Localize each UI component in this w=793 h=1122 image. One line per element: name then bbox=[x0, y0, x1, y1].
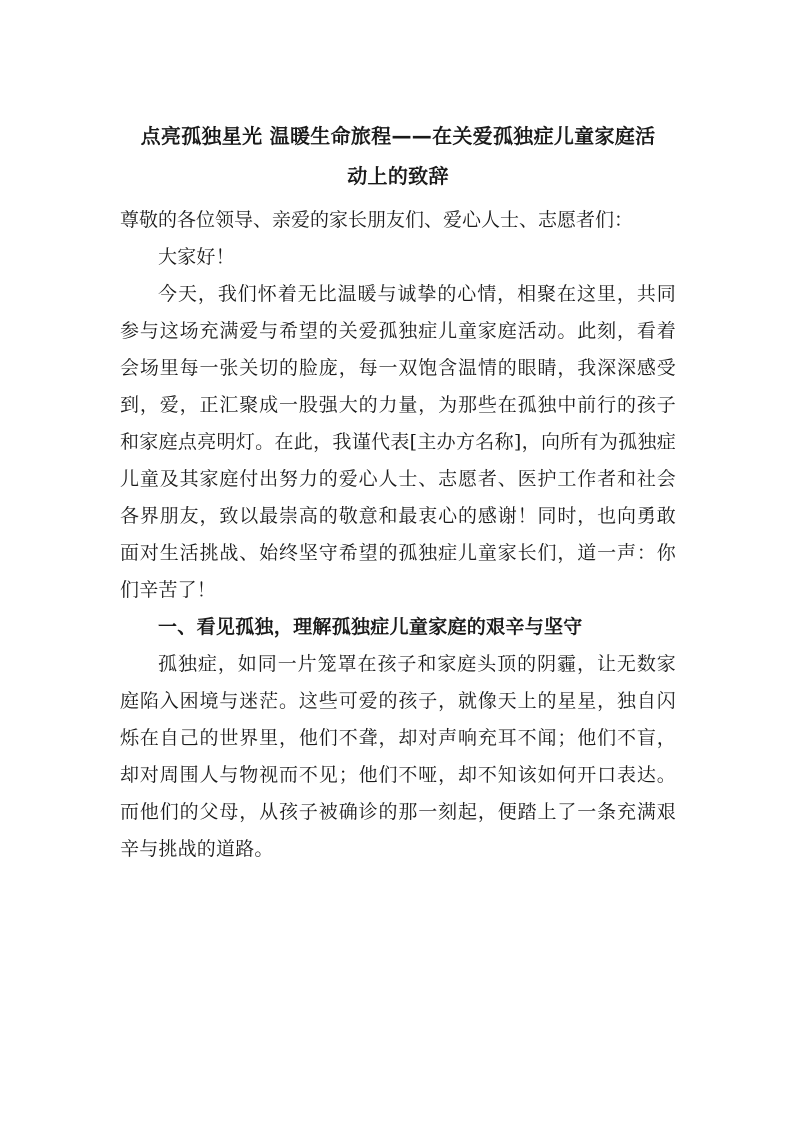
title-line-1: 点亮孤独星光 温暖生命旅程——在关爱孤独症儿童家庭活 bbox=[140, 124, 656, 148]
salutation: 尊敬的各位领导、亲爱的家长朋友们、爱心人士、志愿者们： bbox=[120, 209, 634, 231]
section-1-heading: 一、看见孤独，理解孤独症儿童家庭的艰辛与坚守 bbox=[158, 616, 583, 638]
section-1-paragraph: 孤独症，如同一片笼罩在孩子和家庭头顶的阴霾，让无数家庭陷入困境与迷茫。这些可爱的孩子，就像天上的星星，独自闪烁在自己的世界里，他们不聋，却对声响充耳不闻；他们不盲，却对周围人与物视而不见；他们不哑，却不知该如何开口表达。而他们的父母，从孩子被确诊的那一刻起，便踏上了一条充满艰辛与挑战的道路。 bbox=[120, 653, 676, 860]
opening-paragraph: 今天，我们怀着无比温暖与诚挚的心情，相聚在这里，共同参与这场充满爱与希望的关爱孤独症儿童家庭活动。此刻，看着会场里每一张关切的脸庞，每一双饱含温情的眼睛，我深深感受到，爱，正汇聚成一股强大的力量，为那些在孤独中前行的孩子和家庭点亮明灯。在此，我谨代表[主办方名称]，向所有为孤独症儿童及其家庭付出努力的爱心人士、志愿者、医护工作者和社会各界朋友，致以最崇高的敬意和最衷心的感谢！同时，也向勇敢面对生活挑战、始终坚守希望的孤独症儿童家长们，道一声：你们辛苦了！ bbox=[120, 283, 676, 601]
document-page bbox=[120, 116, 676, 868]
greeting: 大家好！ bbox=[158, 246, 235, 268]
document-title bbox=[120, 116, 676, 196]
title-line-2: 动上的致辞 bbox=[347, 164, 449, 188]
